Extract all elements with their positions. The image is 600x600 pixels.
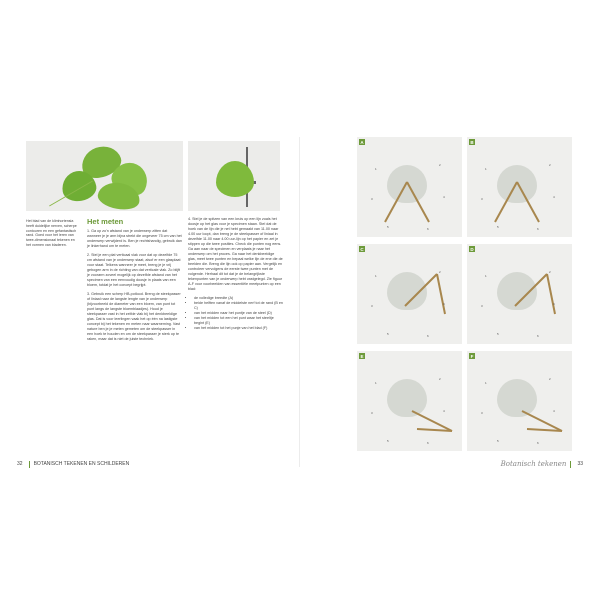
clock-mark: 3 <box>481 411 483 415</box>
clock-mark: 3 <box>481 197 483 201</box>
panel-label: C <box>360 246 364 252</box>
page-number: 33 <box>577 461 583 467</box>
clock-mark: 1 <box>485 381 487 385</box>
clock-mark: 6 <box>427 227 429 231</box>
clock-mark: 4 <box>443 195 445 199</box>
clock-mark: 5 <box>497 332 499 336</box>
caliper-icon <box>467 137 572 237</box>
clock-mark: 3 <box>371 197 373 201</box>
caliper-icon <box>357 137 462 237</box>
clock-mark: 3 <box>481 304 483 308</box>
paragraph: 3. Gebruik een scherp HB-potlood. Breng de steekpasser of liniaal naar de langste lengte van je onderwerp (bijvoorbeeld de diameter van een bloem, van punt tot punt langs de langste bloemblaadjes). Houd je steekpasser vast in het zelfde vlak bij het denkbeeldige glas. Dat is voor leerlingen vaak het op één na lastigste concept bij het tekenen en meten naar waarneming. Vast nature ben je je meten gemeten om de steekpasser in een hoek te houden en om de steekpasser je sterk op te raken, maar dat is niet de juiste techniek. <box>87 292 181 341</box>
photo-caption: Het blad van de klimhortensia heeft duidelijke nerven, scherpe contouren en een gefantastisch rand. Goed voor het leren van twee-dimensionaal tekenen en het vormen van bladeren. <box>26 219 77 247</box>
footer-divider <box>570 461 571 468</box>
measurement-panel-b <box>467 137 572 237</box>
panel-label: A <box>360 139 364 145</box>
footer-title: BOTANISCH TEKENEN EN SCHILDEREN <box>33 461 130 467</box>
clock-mark: 6 <box>537 441 539 445</box>
footer-divider <box>29 461 30 468</box>
clock-mark: 4 <box>553 409 555 413</box>
list-item: • van het midden tot het punje van het blad (F) <box>194 326 283 331</box>
clock-mark: 6 <box>537 227 539 231</box>
clock-mark: 2 <box>439 270 441 274</box>
clock-mark: 5 <box>497 225 499 229</box>
clock-mark: 6 <box>427 441 429 445</box>
caliper-icon <box>357 244 462 344</box>
paragraph: 2. Stel je een plat verticaal vlak voor dat op dezelfde 75 cm afstand van je onderwerp staat, alsof er een glasplaat voor staat. Telkens wanneer je meet, breng je je vrij gebogen arm in de richting van dat verticale vlak. Zo blijft je voorarm zoveel mogelijk op dezelfde afstand van het specimen van een eenvoudig doosje in plaats van een bloem, totdat je het concept begrijpt. <box>87 253 181 287</box>
right-footer <box>501 460 583 468</box>
measurement-panel-a <box>357 137 462 237</box>
leaf-photo-large <box>26 141 183 211</box>
clock-mark: 1 <box>485 167 487 171</box>
left-footer <box>17 460 287 468</box>
clock-mark: 5 <box>387 332 389 336</box>
list-item: • van het midden tot een het punt waar het steeltje begint (E) <box>194 316 283 326</box>
text-column-1 <box>87 217 182 346</box>
list-item: • de volledige breedte (A) <box>194 296 283 301</box>
page-number: 32 <box>17 461 23 467</box>
clock-mark: 6 <box>427 334 429 338</box>
clock-mark: 4 <box>553 302 555 306</box>
measurement-panel-e <box>357 351 462 451</box>
clock-mark: 5 <box>387 225 389 229</box>
caliper-icon <box>357 351 462 451</box>
text-column-2 <box>188 217 283 335</box>
clock-mark: 5 <box>497 439 499 443</box>
clock-mark: 5 <box>387 439 389 443</box>
book-spread <box>17 137 583 467</box>
section-heading: Het meten <box>87 217 124 226</box>
clock-mark: 2 <box>439 163 441 167</box>
panel-label: B <box>470 139 474 145</box>
footer-script: Botanisch tekenen <box>500 460 567 468</box>
clock-mark: 2 <box>549 377 551 381</box>
panel-label: E <box>360 353 364 359</box>
clock-mark: 1 <box>485 274 487 278</box>
caliper-icon <box>467 244 572 344</box>
clock-mark: 1 <box>375 381 377 385</box>
paragraph: 1. Ga op zo'n afstand van je onderwerp zitten dat wanneer je je arm bijna strekt die ongeveer 75 cm van het onderwerp verwijderd is. Ben je rechtshandig, gebruik dan je linkerhand om te meten. <box>87 229 182 248</box>
clock-mark: 1 <box>375 274 377 278</box>
leaf-on-holder-photo <box>188 141 280 211</box>
measurement-panel-f <box>467 351 572 451</box>
clock-mark: 3 <box>371 411 373 415</box>
panel-label: D <box>470 246 474 252</box>
panel-label: F <box>470 353 474 359</box>
clock-mark: 3 <box>371 304 373 308</box>
clock-mark: 4 <box>553 195 555 199</box>
list-item: • beide helften vanaf de middelste nerf tot de rand (B en C) <box>194 301 283 311</box>
right-page <box>300 137 583 467</box>
clock-mark: 4 <box>443 409 445 413</box>
measure-list <box>188 296 283 331</box>
clock-mark: 2 <box>549 270 551 274</box>
list-item: • van het midden naar het puntje van de steel (D) <box>194 311 283 316</box>
left-page <box>17 137 300 467</box>
clock-mark: 4 <box>443 302 445 306</box>
clock-mark: 6 <box>537 334 539 338</box>
measurement-panel-d <box>467 244 572 344</box>
measurement-panel-c <box>357 244 462 344</box>
caliper-icon <box>467 351 572 451</box>
clock-mark: 1 <box>375 167 377 171</box>
paragraph: 4. Stel je de spitzen van een kruis op een lijn zoals het doosje op het glas voor je specimen staan. Stel dat de hoek van de lijn die je net hebt gemaakt van 11.00 naar 4.00 uur loopt, dan breng je de steekpasser of liniaal in dezelfde 11.00 naar 4.00 uur-lijn op het papier en zet je stippen op die twee posities. Check die punten nog eens. Ga aan naar de specimen en verplaats je naar het onderwerp om het proces. Ga naar het denkbeeldige glas, meet twee punten en bepaal welke lijn de ene die de beelden die. Breng die lijn ook op papier aan. Vergelijk en controleer vervolgens de eerste twee punten met de volgende. Herhaal dit tot dat je de belangrijkste tekenpunten van je onderwerp hebt vastgelegd. Zie figuur A-F voor voorbeelden van essentiële meetpunten op een blad: <box>188 217 283 291</box>
clock-mark: 2 <box>549 163 551 167</box>
clock-mark: 2 <box>439 377 441 381</box>
